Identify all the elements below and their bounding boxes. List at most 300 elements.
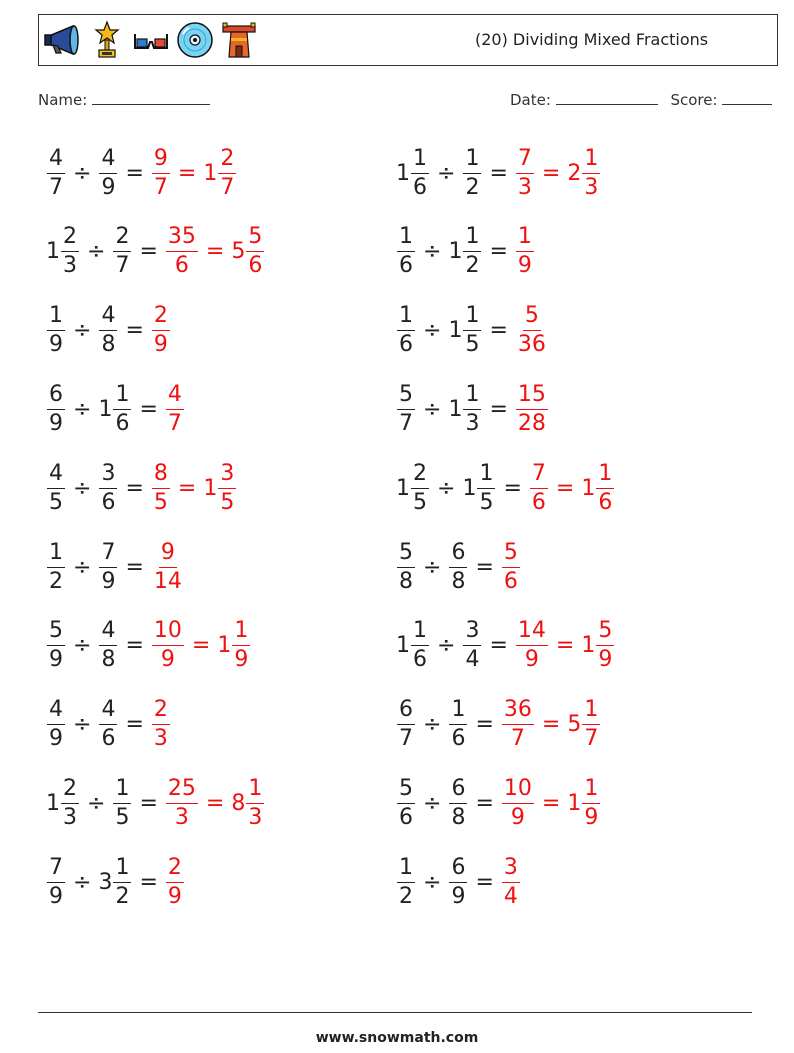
numerator: 1 — [397, 305, 415, 331]
problem-item — [46, 379, 185, 439]
answer-improper — [515, 305, 549, 356]
fraction — [166, 381, 184, 436]
denominator: 7 — [510, 726, 525, 752]
numerator: 1 — [113, 384, 131, 410]
dividend — [396, 620, 430, 671]
answer — [165, 854, 185, 909]
denominator: 9 — [234, 647, 249, 673]
castle-tower-icon — [219, 20, 259, 60]
equals-sign: = — [125, 475, 144, 501]
problem-item — [46, 616, 251, 676]
divisor — [448, 699, 468, 750]
dividend — [46, 620, 66, 671]
divide-sign: ÷ — [73, 475, 92, 501]
problem-item — [46, 458, 237, 518]
numerator: 5 — [397, 542, 415, 568]
fraction — [596, 620, 614, 671]
answer-mixed — [217, 620, 251, 671]
equals-sign: = — [139, 239, 158, 265]
fraction — [516, 145, 534, 200]
fraction — [113, 226, 131, 277]
denominator: 2 — [465, 174, 480, 200]
equals-sign: = — [177, 160, 197, 186]
whole-number: 5 — [567, 712, 582, 738]
denominator: 2 — [465, 253, 480, 279]
denominator: 9 — [49, 647, 63, 673]
denominator: 2 — [49, 568, 63, 594]
fraction — [449, 539, 467, 594]
answer — [501, 854, 521, 909]
denominator: 9 — [584, 804, 599, 830]
numerator: 5 — [502, 542, 520, 568]
numerator: 1 — [411, 620, 429, 646]
denominator: 6 — [248, 253, 263, 279]
fraction — [152, 699, 170, 750]
answer — [501, 699, 601, 750]
numerator: 3 — [502, 857, 520, 883]
denominator: 6 — [531, 489, 546, 515]
numerator: 15 — [516, 384, 548, 410]
fraction — [99, 620, 117, 671]
denominator: 9 — [49, 726, 63, 752]
answer-mixed — [567, 775, 601, 830]
fraction — [502, 775, 534, 830]
divisor — [448, 775, 468, 830]
answer-improper — [515, 145, 535, 200]
name-blank[interactable] — [92, 90, 210, 105]
whole-number: 3 — [98, 869, 113, 895]
answer — [515, 305, 549, 356]
equals-sign: = — [205, 239, 225, 265]
denominator: 7 — [115, 253, 130, 279]
denominator: 36 — [517, 332, 546, 358]
numerator: 1 — [47, 305, 65, 331]
dividend — [46, 305, 66, 356]
fraction — [166, 226, 198, 277]
divide-sign: ÷ — [73, 554, 92, 580]
fraction — [463, 620, 481, 671]
whole-number: 5 — [231, 239, 246, 265]
answer — [501, 539, 521, 594]
denominator: 3 — [248, 804, 263, 830]
numerator: 5 — [397, 778, 415, 804]
equals-sign: = — [191, 633, 211, 659]
divisor — [448, 539, 468, 594]
problem-item — [396, 379, 549, 439]
numerator: 10 — [502, 778, 534, 804]
denominator: 5 — [49, 489, 63, 515]
fraction — [246, 775, 264, 830]
fraction — [502, 854, 520, 909]
divide-sign: ÷ — [73, 160, 92, 186]
numerator: 2 — [113, 226, 131, 252]
numerator: 1 — [463, 148, 481, 174]
answer-improper — [515, 381, 549, 436]
dividend — [396, 381, 416, 436]
equals-sign: = — [475, 712, 494, 738]
divide-sign: ÷ — [73, 633, 92, 659]
whole-number: 1 — [448, 396, 463, 422]
denominator: 9 — [49, 883, 63, 909]
fraction — [99, 305, 117, 356]
numerator: 4 — [166, 384, 184, 410]
numerator: 3 — [463, 620, 481, 646]
fraction — [411, 620, 429, 671]
problem-item — [46, 773, 265, 833]
answer-improper — [501, 775, 535, 830]
numerator: 6 — [449, 778, 467, 804]
fraction — [397, 775, 415, 830]
divisor — [98, 145, 118, 200]
numerator: 7 — [47, 857, 65, 883]
divisor — [462, 620, 482, 671]
numerator: 4 — [99, 620, 117, 646]
fraction — [218, 145, 236, 200]
answer-mixed — [203, 460, 237, 515]
denominator: 6 — [101, 489, 116, 515]
denominator: 9 — [524, 647, 539, 673]
denominator: 7 — [584, 726, 599, 752]
score-label: Score: — [670, 91, 718, 109]
numerator: 2 — [411, 463, 429, 489]
answer-improper — [151, 145, 171, 200]
denominator: 5 — [220, 489, 235, 515]
date-score-field — [510, 90, 772, 109]
answer — [165, 775, 265, 830]
numerator: 4 — [47, 463, 65, 489]
equals-sign: = — [205, 790, 225, 816]
fraction — [152, 539, 184, 594]
divisor — [98, 620, 118, 671]
denominator: 9 — [517, 253, 532, 279]
answer-improper — [165, 854, 185, 909]
answer-improper — [501, 699, 535, 750]
dividend — [46, 460, 66, 515]
answer-mixed — [581, 620, 615, 671]
megaphone-icon — [43, 20, 83, 60]
equals-sign: = — [541, 160, 561, 186]
denominator: 9 — [101, 568, 116, 594]
fraction — [99, 699, 117, 750]
numerator: 6 — [397, 699, 415, 725]
fraction — [152, 460, 170, 515]
equals-sign: = — [489, 396, 508, 422]
denominator: 7 — [153, 174, 168, 200]
fraction — [502, 539, 520, 594]
denominator: 9 — [598, 647, 613, 673]
name-label: Name: — [38, 91, 88, 109]
fraction — [99, 460, 117, 515]
fraction — [411, 460, 429, 515]
answer-improper — [529, 460, 549, 515]
trophy-icon — [87, 20, 127, 60]
whole-number: 1 — [567, 790, 582, 816]
dividend — [396, 226, 416, 277]
equals-sign: = — [489, 318, 508, 344]
denominator: 5 — [413, 489, 427, 515]
dividend — [46, 226, 80, 277]
divide-sign: ÷ — [87, 790, 106, 816]
equals-sign: = — [541, 712, 561, 738]
fraction — [449, 775, 467, 830]
fraction — [47, 460, 65, 515]
problem-item — [46, 537, 185, 597]
worksheet-header — [38, 14, 778, 66]
problem-item — [396, 537, 521, 597]
answer-improper — [515, 226, 535, 277]
numerator: 4 — [99, 699, 117, 725]
equals-sign: = — [503, 475, 522, 501]
equals-sign: = — [125, 318, 144, 344]
dividend — [46, 699, 66, 750]
answer-mixed — [567, 145, 601, 200]
dividend — [46, 539, 66, 594]
numerator: 5 — [397, 384, 415, 410]
fraction — [463, 226, 481, 277]
answer — [515, 226, 535, 277]
fraction — [463, 145, 481, 200]
dividend — [396, 460, 430, 515]
fraction — [449, 854, 467, 909]
whole-number: 1 — [203, 475, 218, 501]
dividend — [396, 539, 416, 594]
divisor — [98, 854, 132, 909]
denominator: 6 — [115, 410, 130, 436]
denominator: 6 — [399, 804, 413, 830]
divide-sign: ÷ — [423, 790, 442, 816]
denominator: 8 — [451, 804, 466, 830]
numerator: 4 — [47, 699, 65, 725]
answer-improper — [151, 460, 171, 515]
dividend — [46, 775, 80, 830]
denominator: 6 — [399, 253, 413, 279]
fraction — [113, 775, 131, 830]
denominator: 2 — [115, 883, 130, 909]
footer-url: www.snowmath.com — [315, 1030, 479, 1046]
denominator: 14 — [153, 568, 182, 594]
equals-sign: = — [139, 869, 158, 895]
fraction — [47, 620, 65, 671]
numerator: 4 — [99, 148, 117, 174]
numerator: 6 — [449, 542, 467, 568]
whole-number: 1 — [217, 633, 232, 659]
denominator: 2 — [399, 883, 413, 909]
dividend — [46, 145, 66, 200]
fraction — [152, 620, 184, 671]
answer — [165, 381, 185, 436]
footer-divider — [38, 1012, 752, 1013]
numerator: 1 — [516, 226, 534, 252]
dividend — [396, 775, 416, 830]
fraction — [516, 381, 548, 436]
denominator: 6 — [503, 568, 518, 594]
fraction — [397, 854, 415, 909]
numerator: 1 — [582, 699, 600, 725]
divide-sign: ÷ — [437, 475, 456, 501]
denominator: 9 — [510, 804, 525, 830]
fraction — [246, 226, 264, 277]
fraction — [411, 145, 429, 200]
denominator: 8 — [101, 647, 116, 673]
fraction — [166, 775, 198, 830]
denominator: 9 — [160, 647, 175, 673]
divisor — [98, 305, 118, 356]
divide-sign: ÷ — [437, 633, 456, 659]
answer — [515, 381, 549, 436]
numerator: 1 — [246, 778, 264, 804]
denominator: 9 — [101, 174, 116, 200]
numerator: 4 — [47, 148, 65, 174]
equals-sign: = — [489, 633, 508, 659]
divide-sign: ÷ — [423, 396, 442, 422]
denominator: 4 — [503, 883, 518, 909]
problem-item — [396, 852, 521, 912]
equals-sign: = — [555, 475, 575, 501]
problem-item — [396, 458, 615, 518]
divide-sign: ÷ — [73, 396, 92, 422]
numerator: 2 — [152, 699, 170, 725]
denominator: 5 — [479, 489, 494, 515]
numerator: 1 — [397, 857, 415, 883]
numerator: 1 — [397, 226, 415, 252]
fraction — [596, 460, 614, 515]
denominator: 9 — [49, 410, 63, 436]
answer — [501, 775, 601, 830]
numerator: 10 — [152, 620, 184, 646]
date-blank[interactable] — [556, 90, 658, 105]
equals-sign: = — [125, 554, 144, 580]
equals-sign: = — [475, 869, 494, 895]
denominator: 3 — [517, 174, 532, 200]
fraction — [113, 381, 131, 436]
divisor — [448, 305, 482, 356]
fraction — [47, 305, 65, 356]
numerator: 1 — [596, 463, 614, 489]
numerator: 1 — [232, 620, 250, 646]
whole-number: 1 — [396, 475, 410, 501]
numerator: 35 — [166, 226, 198, 252]
whole-number: 1 — [396, 160, 410, 186]
problem-item — [396, 301, 549, 361]
numerator: 1 — [463, 384, 481, 410]
fraction — [113, 854, 131, 909]
fraction — [47, 145, 65, 200]
answer-mixed — [231, 775, 265, 830]
whole-number: 1 — [46, 790, 60, 816]
denominator: 7 — [220, 174, 235, 200]
denominator: 5 — [115, 804, 130, 830]
answer-improper — [165, 775, 199, 830]
denominator: 7 — [167, 410, 182, 436]
problem-item — [396, 143, 601, 203]
divide-sign: ÷ — [87, 239, 106, 265]
numerator: 2 — [61, 778, 79, 804]
problem-item — [46, 222, 265, 282]
problem-item — [396, 222, 535, 282]
whole-number: 1 — [581, 475, 596, 501]
equals-sign: = — [125, 160, 144, 186]
fraction — [397, 381, 415, 436]
numerator: 6 — [47, 384, 65, 410]
answer-mixed — [567, 699, 601, 750]
whole-number: 1 — [98, 396, 113, 422]
numerator: 5 — [596, 620, 614, 646]
worksheet-title: (20) Dividing Mixed Fractions — [475, 30, 709, 49]
divisor — [462, 145, 482, 200]
answer — [151, 620, 251, 671]
whole-number: 2 — [567, 160, 582, 186]
denominator: 6 — [413, 647, 427, 673]
fraction — [397, 539, 415, 594]
problem-item — [396, 773, 601, 833]
numerator: 7 — [530, 463, 548, 489]
problem-item — [46, 301, 171, 361]
answer-improper — [501, 539, 521, 594]
fraction — [166, 854, 184, 909]
answer-improper — [151, 539, 185, 594]
score-blank[interactable] — [722, 90, 772, 105]
denominator: 9 — [167, 883, 182, 909]
numerator: 9 — [152, 148, 170, 174]
denominator: 8 — [399, 568, 413, 594]
fraction — [99, 539, 117, 594]
whole-number: 8 — [231, 790, 246, 816]
divisor — [448, 854, 468, 909]
numerator: 9 — [159, 542, 177, 568]
denominator: 5 — [153, 489, 168, 515]
whole-number: 1 — [448, 239, 463, 265]
numerator: 1 — [411, 148, 429, 174]
divide-sign: ÷ — [423, 869, 442, 895]
numerator: 36 — [502, 699, 534, 725]
numerator: 5 — [47, 620, 65, 646]
denominator: 4 — [465, 647, 480, 673]
whole-number: 1 — [448, 318, 463, 344]
equals-sign: = — [475, 554, 494, 580]
denominator: 7 — [399, 410, 413, 436]
divisor — [98, 381, 132, 436]
fraction — [582, 145, 600, 200]
answer — [165, 226, 265, 277]
equals-sign: = — [489, 239, 508, 265]
numerator: 5 — [246, 226, 264, 252]
fraction — [397, 226, 415, 277]
divide-sign: ÷ — [437, 160, 456, 186]
answer-mixed — [203, 145, 237, 200]
equals-sign: = — [177, 475, 197, 501]
divisor — [448, 381, 482, 436]
denominator: 6 — [101, 726, 116, 752]
numerator: 25 — [166, 778, 198, 804]
denominator: 3 — [584, 174, 599, 200]
answer — [151, 699, 171, 750]
numerator: 3 — [99, 463, 117, 489]
equals-sign: = — [555, 633, 575, 659]
divisor — [112, 775, 132, 830]
denominator: 9 — [153, 332, 168, 358]
3d-glasses-icon — [131, 20, 171, 60]
answer-improper — [165, 226, 199, 277]
problem-item — [46, 852, 185, 912]
numerator: 1 — [582, 778, 600, 804]
denominator: 8 — [101, 332, 116, 358]
answer — [515, 620, 615, 671]
denominator: 6 — [598, 489, 613, 515]
fraction — [218, 460, 236, 515]
answer-improper — [501, 854, 521, 909]
divisor — [448, 226, 482, 277]
answer-improper — [151, 305, 171, 356]
